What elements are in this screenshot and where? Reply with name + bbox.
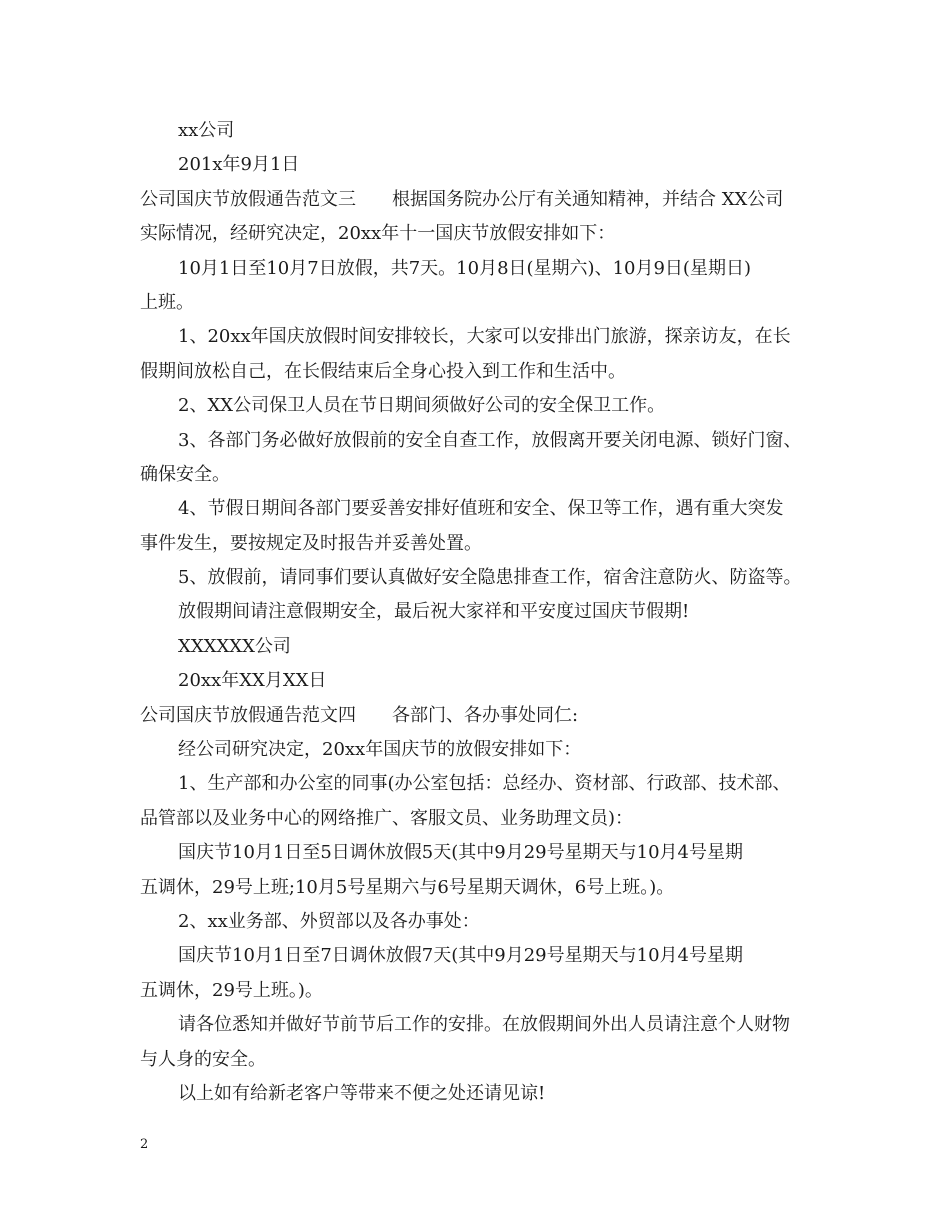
- text-line: 公司国庆节放假通告范文四 各部门、各办事处同仁:: [140, 704, 579, 726]
- page-number: 2: [140, 1137, 149, 1152]
- text-line: 公司国庆节放假通告范文三 根据国务院办公厅有关通知精神，并结合 XX公司: [140, 188, 784, 210]
- text-line: 2、XX公司保卫人员在节日期间须做好公司的安全保卫工作。: [178, 395, 666, 417]
- text-line: 5、放假前，请同事们要认真做好安全隐患排查工作，宿舍注意防火、防盗等。: [178, 567, 802, 589]
- text-line: 2、xx业务部、外贸部以及各办事处：: [178, 910, 480, 932]
- text-line: 1、20xx年国庆放假时间安排较长，大家可以安排出门旅游，探亲访友，在长: [178, 326, 791, 348]
- text-line: 实际情况，经研究决定，20xx年十一国庆节放假安排如下：: [140, 223, 616, 245]
- text-line: 10月1日至10月7日放假，共7天。10月8日(星期六)、10月9日(星期日): [178, 257, 751, 279]
- text-line: 与人身的安全。: [140, 1048, 266, 1070]
- text-line: 放假期间请注意假期安全，最后祝大家祥和平安度过国庆节假期!: [178, 601, 690, 623]
- text-line: 以上如有给新老客户等带来不便之处还请见谅!: [178, 1082, 546, 1104]
- text-line: 上班。: [140, 291, 194, 313]
- text-line: 五调休，29号上班。)。: [140, 979, 323, 1001]
- text-line: 五调休，29号上班;10月5号星期六与6号星期天调休，6号上班。)。: [140, 876, 675, 898]
- text-line: 国庆节10月1日至7日调休放假7天(其中9月29号星期天与10月4号星期: [178, 945, 743, 967]
- text-line: XXXXXX公司: [178, 635, 291, 657]
- text-line: 4、节假日期间各部门要妥善安排好值班和安全、保卫等工作，遇有重大突发: [178, 498, 784, 520]
- text-line: 事件发生，要按规定及时报告并妥善处置。: [140, 532, 482, 554]
- text-line: 假期间放松自己，在长假结束后全身心投入到工作和生活中。: [140, 360, 626, 382]
- text-line: xx公司: [178, 120, 235, 141]
- text-line: 品管部以及业务中心的网络推广、客服文员、业务助理文员)：: [140, 807, 634, 829]
- text-line: 确保安全。: [140, 463, 230, 485]
- text-line: 请各位悉知并做好节前节后工作的安排。在放假期间外出人员请注意个人财物: [178, 1014, 790, 1036]
- text-line: 经公司研究决定，20xx年国庆节的放假安排如下：: [178, 739, 582, 761]
- text-line: 国庆节10月1日至5日调休放假5天(其中9月29号星期天与10月4号星期: [178, 842, 743, 864]
- document-body: [140, 114, 820, 1111]
- text-line: 201x年9月1日: [178, 154, 300, 176]
- text-line: 20xx年XX月XX日: [178, 670, 327, 692]
- text-line: 1、生产部和办公室的同事(办公室包括：总经办、资材部、行政部、技术部、: [178, 773, 791, 795]
- text-line: 3、各部门务必做好放假前的安全自查工作，放假离开要关闭电源、锁好门窗、: [178, 429, 802, 451]
